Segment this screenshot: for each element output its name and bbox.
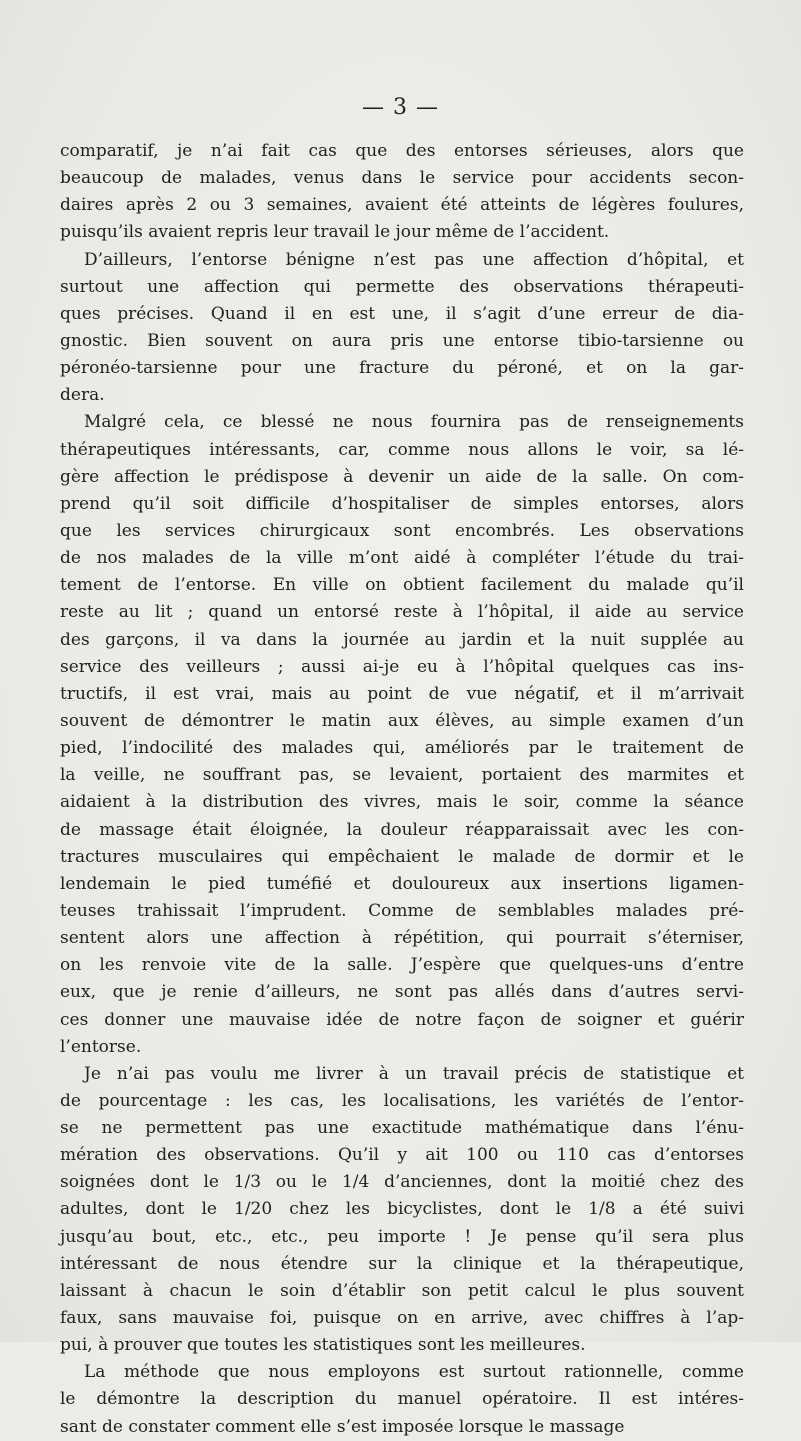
text-line: jusqu’au bout, etc., etc., peu importe ! Je pense qu’il sera plus bbox=[60, 1226, 744, 1247]
body-text bbox=[60, 138, 744, 1441]
text-line: ces donner une mauvaise idée de notre façon de soigner et guérir bbox=[60, 1009, 744, 1030]
text-line: des garçons, il va dans la journée au jardin et la nuit supplée au bbox=[60, 629, 744, 650]
text-line: péronéo-tarsienne pour une fracture du péroné, et on la gar- bbox=[60, 358, 744, 379]
text-line: mération des observations. Qu’il y ait 100 ou 110 cas d’entorses bbox=[60, 1145, 744, 1166]
text-line: tractures musculaires qui empêchaient le malade de dormir et le bbox=[60, 846, 744, 867]
text-line: pied, l’indocilité des malades qui, améliorés par le traitement de bbox=[60, 738, 744, 759]
text-line: la veille, ne souffrant pas, se levaient, portaient des marmites et bbox=[60, 765, 744, 786]
text-line: le démontre la description du manuel opératoire. Il est intéres- bbox=[60, 1389, 744, 1410]
text-line: laissant à chacun le soin d’établir son petit calcul le plus souvent bbox=[60, 1280, 744, 1301]
text-line: souvent de démontrer le matin aux élèves, au simple examen d’un bbox=[60, 710, 744, 731]
text-line: pui, à prouver que toutes les statistiques sont les meilleures. bbox=[60, 1335, 586, 1356]
page-number: — 3 — bbox=[362, 95, 439, 120]
text-line: puisqu’ils avaient repris leur travail le jour même de l’accident. bbox=[60, 222, 610, 243]
paragraph bbox=[60, 247, 744, 410]
text-line: prend qu’il soit difficile d’hospitaliser de simples entorses, alors bbox=[60, 493, 744, 514]
text-line: adultes, dont le 1/20 chez les bicyclistes, dont le 1/8 a été suivi bbox=[60, 1199, 744, 1220]
text-line: de nos malades de la ville m’ont aidé à compléter l’étude du trai- bbox=[60, 548, 744, 569]
text-line: reste au lit ; quand un entorsé reste à l’hôpital, il aide au service bbox=[60, 602, 744, 623]
text-line: teuses trahissait l’imprudent. Comme de semblables malades pré- bbox=[60, 900, 744, 921]
text-line: gère affection le prédispose à devenir un aide de la salle. On com- bbox=[60, 466, 744, 487]
text-line: beaucoup de malades, venus dans le service pour accidents secon- bbox=[60, 168, 744, 189]
paragraph bbox=[60, 1359, 744, 1440]
text-line: sentent alors une affection à répétition, qui pourrait s’éterniser, bbox=[60, 928, 744, 949]
text-line: La méthode que nous employons est surtout rationnelle, comme bbox=[84, 1362, 744, 1383]
text-line: dera. bbox=[60, 385, 105, 406]
paragraph bbox=[60, 1061, 744, 1360]
text-line: comparatif, je n’ai fait cas que des entorses sérieuses, alors que bbox=[60, 141, 744, 161]
text-line: Je n’ai pas voulu me livrer à un travail précis de statistique et bbox=[84, 1063, 744, 1084]
text-line: intéressant de nous étendre sur la clinique et la thérapeutique, bbox=[60, 1253, 744, 1274]
paragraph bbox=[60, 138, 744, 247]
text-line: daires après 2 ou 3 semaines, avaient été atteints de légères foulures, bbox=[60, 195, 744, 216]
text-line: aidaient à la distribution des vivres, mais le soir, comme la séance bbox=[60, 792, 744, 813]
text-line: ques précises. Quand il en est une, il s’agit d’une erreur de dia- bbox=[60, 303, 744, 324]
text-line: tructifs, il est vrai, mais au point de vue négatif, et il m’arrivait bbox=[60, 683, 744, 704]
text-line: soignées dont le 1/3 ou le 1/4 d’anciennes, dont la moitié chez des bbox=[60, 1172, 744, 1193]
text-line: lendemain le pied tuméfié et douloureux aux insertions ligamen- bbox=[60, 873, 744, 894]
text-line: on les renvoie vite de la salle. J’espère que quelques-uns d’entre bbox=[60, 955, 744, 976]
text-line: que les services chirurgicaux sont encombrés. Les observations bbox=[60, 520, 744, 541]
text-line: de pourcentage : les cas, les localisations, les variétés de l’entor- bbox=[60, 1090, 744, 1111]
text-line: eux, que je renie d’ailleurs, ne sont pas allés dans d’autres servi- bbox=[60, 982, 744, 1003]
text-line: tement de l’entorse. En ville on obtient facilement du malade qu’il bbox=[60, 575, 744, 596]
text-line: service des veilleurs ; aussi ai-je eu à l’hôpital quelques cas ins- bbox=[60, 656, 744, 677]
text-line: gnostic. Bien souvent on aura pris une entorse tibio-tarsienne ou bbox=[60, 330, 744, 351]
text-line: D’ailleurs, l’entorse bénigne n’est pas une affection d’hôpital, et bbox=[84, 249, 744, 270]
text-line: de massage était éloignée, la douleur réapparaissait avec les con- bbox=[60, 819, 744, 840]
text-line: thérapeutiques intéressants, car, comme nous allons le voir, sa lé- bbox=[60, 439, 744, 460]
text-line: se ne permettent pas une exactitude mathématique dans l’énu- bbox=[60, 1118, 744, 1139]
text-line: l’entorse. bbox=[60, 1036, 142, 1057]
text-line: sant de constater comment elle s’est imposée lorsque le massage bbox=[60, 1416, 625, 1437]
text-line: faux, sans mauvaise foi, puisque on en arrive, avec chiffres à l’ap- bbox=[60, 1308, 744, 1329]
text-line: surtout une affection qui permette des observations thérapeuti- bbox=[60, 276, 744, 297]
paragraph bbox=[60, 409, 744, 1060]
text-line: Malgré cela, ce blessé ne nous fournira pas de renseignements bbox=[84, 412, 744, 433]
